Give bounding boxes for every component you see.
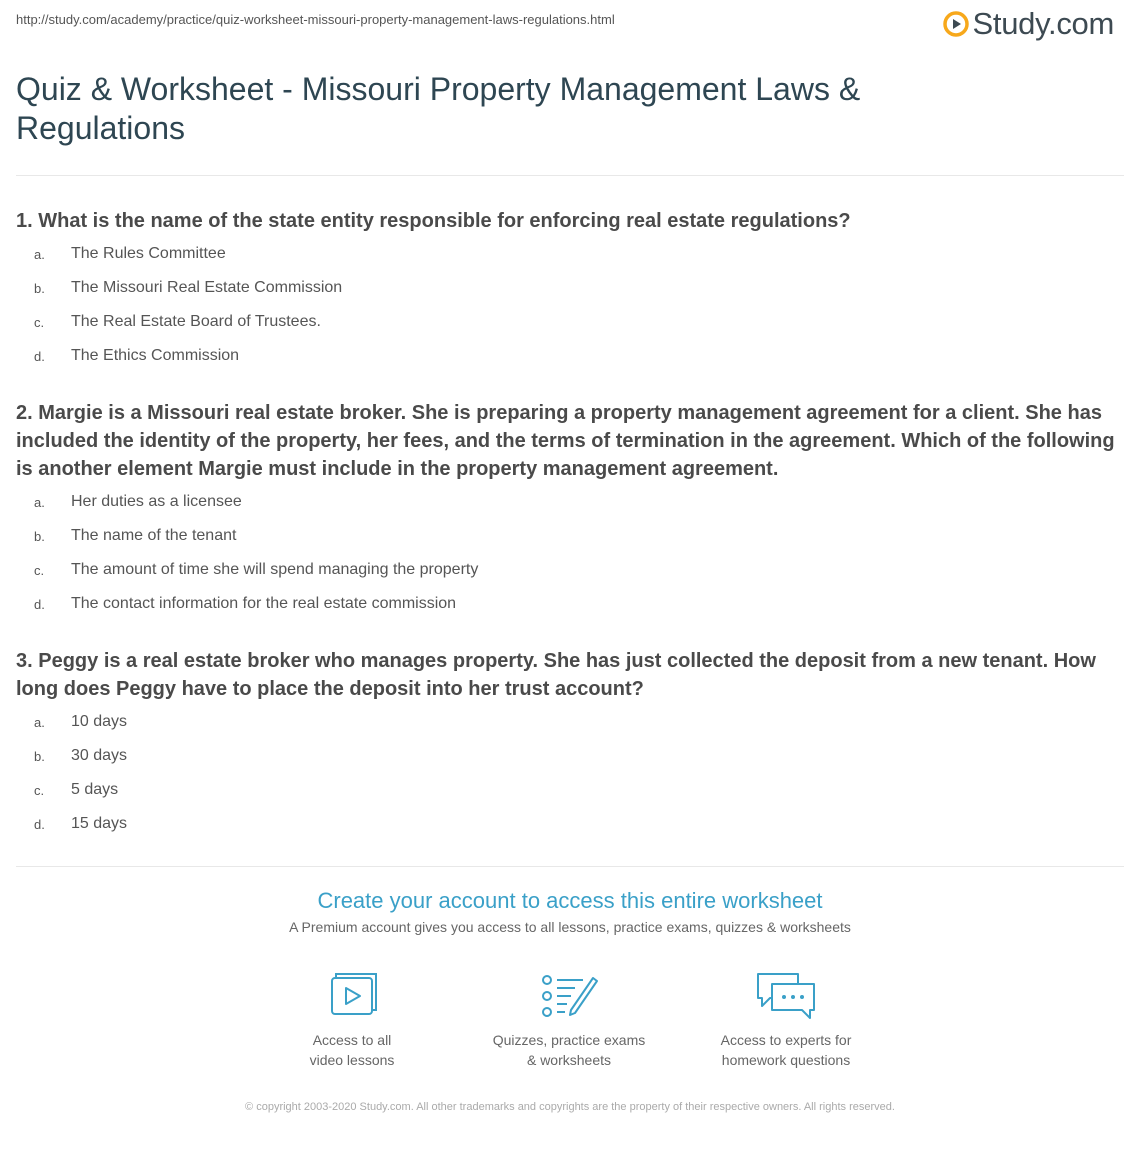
answer-letter: c. <box>34 314 45 330</box>
answer-option <box>16 739 127 773</box>
answer-text: The contact information for the real estate commission <box>71 595 457 612</box>
answer-list-3 <box>16 705 127 841</box>
answer-option <box>16 339 342 373</box>
answer-option <box>16 705 127 739</box>
feature-experts <box>686 970 886 1070</box>
quiz-checklist-icon <box>539 970 599 1022</box>
feature-video-lessons <box>252 970 452 1070</box>
answer-letter: d. <box>34 596 45 612</box>
answer-text: The Ethics Commission <box>71 347 240 364</box>
answer-option <box>16 237 342 271</box>
copyright-notice: © copyright 2003-2020 Study.com. All other trademarks and copyrights are the property of their respective owners. All rights reserved. <box>245 1101 895 1113</box>
answer-text: 15 days <box>71 815 128 832</box>
answer-option <box>16 485 478 519</box>
divider-bottom <box>16 866 1124 867</box>
answer-option <box>16 773 127 807</box>
answer-text: The Rules Committee <box>71 245 226 262</box>
chat-bubbles-icon <box>754 970 818 1022</box>
answer-letter: a. <box>34 714 45 730</box>
answer-text: 30 days <box>71 747 128 764</box>
video-lessons-icon <box>324 970 380 1022</box>
play-circle-icon <box>943 11 969 37</box>
answer-option <box>16 553 478 587</box>
answer-option <box>16 519 478 553</box>
answer-letter: d. <box>34 816 45 832</box>
answer-list-2 <box>16 485 478 621</box>
question-3: 3. Peggy is a real estate broker who manages property. She has just collected the deposit from a new tenant. How long does Peggy have to place the deposit into her trust account? <box>16 650 1096 700</box>
answer-letter: b. <box>34 528 45 544</box>
question-2: 2. Margie is a Missouri real estate broker. She is preparing a property management agreement for a client. She has included the identity of the property, her fees, and the terms of termination in the agreement. Which of the following is another element Margie must include in the property management agreement. <box>16 402 1115 480</box>
answer-option <box>16 271 342 305</box>
answer-text: 10 days <box>71 713 128 730</box>
answer-option <box>16 305 342 339</box>
answer-letter: a. <box>34 246 45 262</box>
answer-letter: d. <box>34 348 45 364</box>
answer-option <box>16 807 127 841</box>
feature-label: Quizzes, practice exams & worksheets <box>492 1032 646 1068</box>
answer-letter: a. <box>34 494 45 510</box>
page-title: Quiz & Worksheet - Missouri Property Management Laws & Regulations <box>16 71 861 146</box>
answer-list-1 <box>16 237 342 373</box>
create-account-link[interactable]: Create your account to access this entire worksheet <box>317 888 823 913</box>
answer-option <box>16 587 478 621</box>
page-url: http://study.com/academy/practice/quiz-worksheet-missouri-property-management-laws-regulations.html <box>16 12 615 27</box>
answer-text: The Missouri Real Estate Commission <box>71 279 343 296</box>
logo-text: Study.com <box>972 6 1114 41</box>
answer-text: Her duties as a licensee <box>71 493 242 510</box>
answer-letter: b. <box>34 280 45 296</box>
study-logo[interactable] <box>943 6 1114 42</box>
answer-text: The amount of time she will spend managing the property <box>71 561 479 578</box>
question-1: 1. What is the name of the state entity responsible for enforcing real estate regulations? <box>16 210 851 232</box>
answer-text: The Real Estate Board of Trustees. <box>71 313 321 330</box>
answer-text: 5 days <box>71 781 119 798</box>
feature-label: Access to all video lessons <box>309 1032 395 1068</box>
answer-letter: c. <box>34 562 45 578</box>
divider-top <box>16 175 1124 176</box>
feature-label: Access to experts for homework questions <box>720 1032 852 1068</box>
answer-letter: c. <box>34 782 45 798</box>
answer-letter: b. <box>34 748 45 764</box>
premium-description: A Premium account gives you access to all lessons, practice exams, quizzes & worksheets <box>289 919 851 935</box>
feature-quizzes <box>469 970 669 1070</box>
answer-text: The name of the tenant <box>71 527 237 544</box>
